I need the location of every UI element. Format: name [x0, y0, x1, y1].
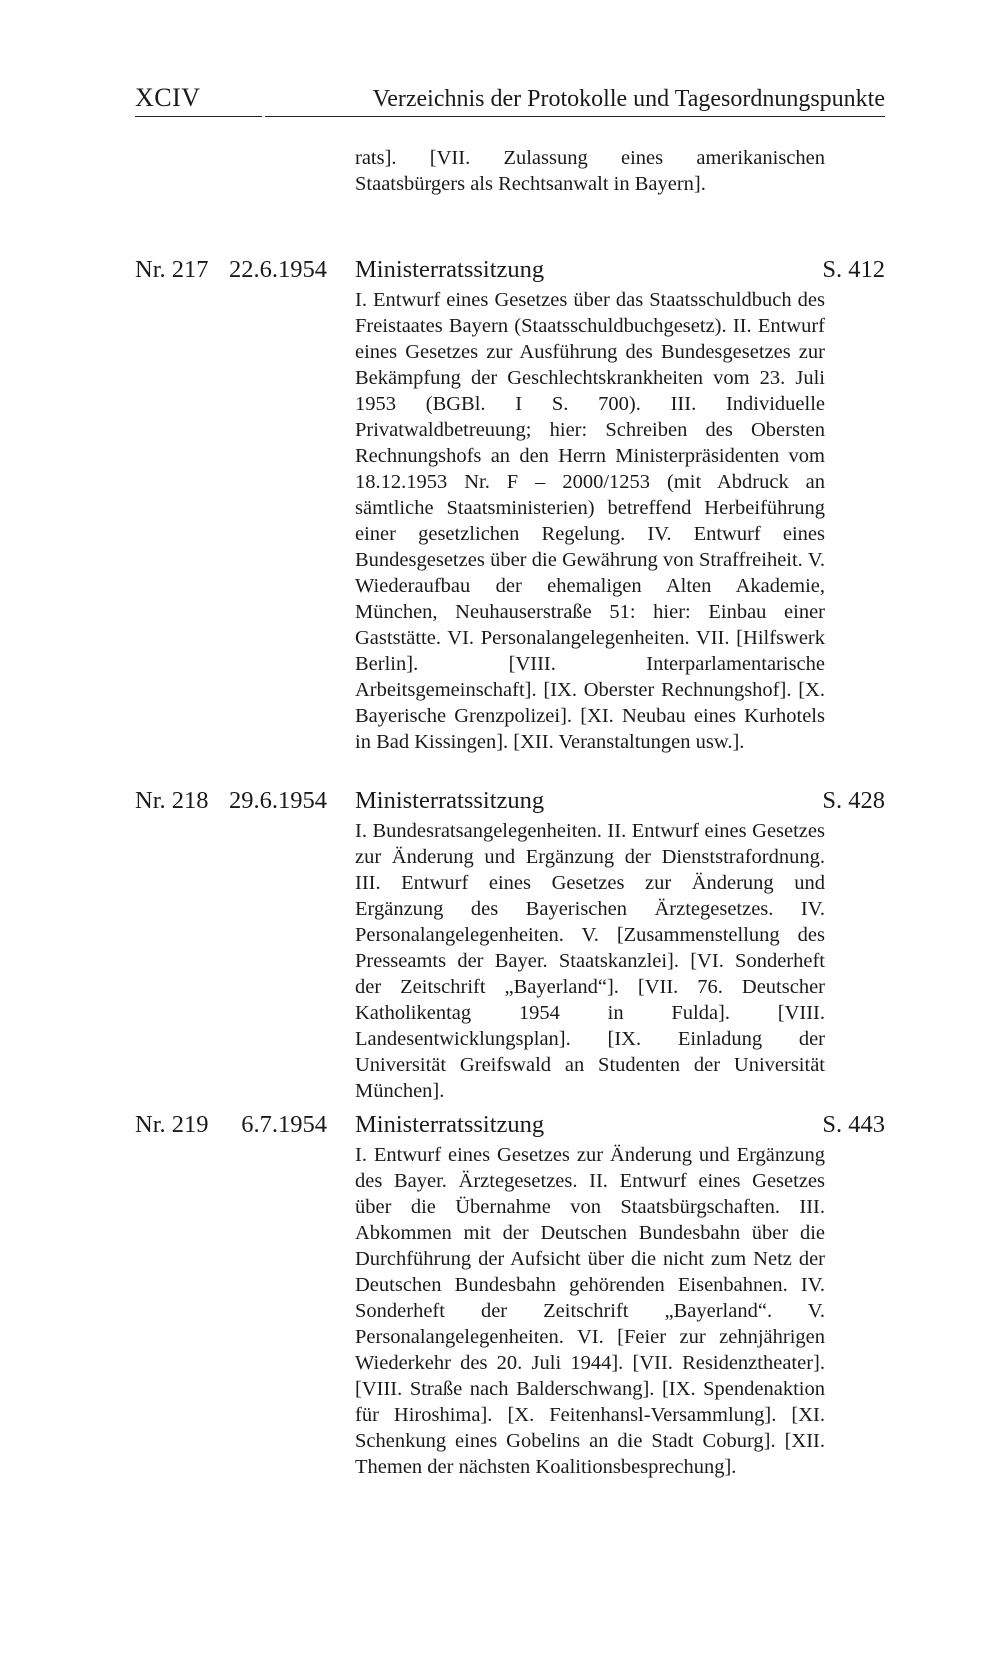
running-title: Verzeichnis der Protokolle und Tagesordnungspunkte: [372, 86, 885, 112]
protocol-title: Ministerratssitzung: [355, 256, 545, 283]
agenda-items: I. Bundesratsangelegenheiten. II. Entwurf eines Gesetzes zur Änderung und Ergänzung der Dienststrafordnung. III. Entwurf eines Gesetzes zur Änderung und Ergänzung des Bayerischen Ärztegesetzes. IV. Personalangelegenheiten. V. [Zusammenstellung des Presseamts der Bayer. Staatskanzlei]. [VI. Sonderheft der Zeitschrift „Bayerland“]. [VII. 76. Deutscher Katholikentag 1954 in Fulda]. [VIII. Landesentwicklungsplan]. [IX. Einladung der Universität Greifswald an Studenten der Universität München].: [355, 820, 825, 1102]
agenda-items: I. Entwurf eines Gesetzes zur Änderung und Ergänzung des Bayer. Ärztegesetzes. II. Entwurf eines Gesetzes über die Übernahme von Staatsbürgschaften. III. Abkommen mit der Deutschen Bundesbahn über die Durchführung der Aufsicht über die nicht zum Netz der Deutschen Bundesbahn gehörenden Eisenbahnen. IV. Sonderheft der Zeitschrift „Bayerland“. V. Personalangelegenheiten. VI. [Feier zur zehnjährigen Wiederkehr des 20. Juli 1944]. [VII. Residenztheater]. [VIII. Straße nach Balderschwang]. [IX. Spendenaktion für Hiroshima]. [X. Feitenhansl-Versammlung]. [XI. Schenkung eines Gobelins an die Stadt Coburg]. [XII. Themen der nächsten Koalitionsbesprechung].: [355, 1144, 825, 1478]
page-number: XCIV: [135, 83, 201, 112]
protocol-number: Nr. 218: [135, 787, 209, 814]
protocol-page-reference: S. 443: [822, 1111, 885, 1138]
protocol-date: 6.7.1954: [241, 1111, 327, 1138]
protocol-number: Nr. 217: [135, 256, 209, 283]
protocol-page-reference: S. 412: [822, 256, 885, 283]
protocol-date: 29.6.1954: [229, 787, 327, 814]
header-rule-right: [265, 116, 885, 117]
protocol-title: Ministerratssitzung: [355, 787, 545, 814]
protocol-title: Ministerratssitzung: [355, 1111, 545, 1138]
agenda-items: I. Entwurf eines Gesetzes über das Staatsschuldbuch des Freistaates Bayern (Staatsschuldbuchgesetz). II. Entwurf eines Gesetzes zur Ausführung des Bundesgesetzes zur Bekämpfung der Geschlechtskrankheiten vom 23. Juli 1953 (BGBl. I S. 700). III. Individuelle Privatwaldbetreuung; hier: Schreiben des Obersten Rechnungshofs an den Herrn Ministerpräsidenten vom 18.12.1953 Nr. F – 2000/1253 (mit Abdruck an sämtliche Staatsministerien) betreffend Herbeiführung einer gesetzlichen Regelung. IV. Entwurf eines Bundesgesetzes über die Gewährung von Straffreiheit. V. Wiederaufbau der ehemaligen Alten Akademie, München, Neuhauserstraße 51: hier: Einbau einer Gaststätte. VI. Personalangelegenheiten. VII. [Hilfswerk Berlin]. [VIII. Interparlamentarische Arbeitsgemeinschaft]. [IX. Oberster Rechnungshof]. [X. Bayerische Grenzpolizei]. [XI. Neubau eines Kurhotels in Bad Kissingen]. [XII. Veranstaltungen usw.].: [355, 289, 825, 753]
header-rule-left: [135, 116, 262, 117]
protocol-number: Nr. 219: [135, 1111, 209, 1138]
protocol-page-reference: S. 428: [822, 787, 885, 814]
protocol-date: 22.6.1954: [229, 256, 327, 283]
continued-agenda-text: rats]. [VII. Zulassung eines amerikanischen Staatsbürgers als Rechtsanwalt in Bayern].: [355, 147, 825, 195]
